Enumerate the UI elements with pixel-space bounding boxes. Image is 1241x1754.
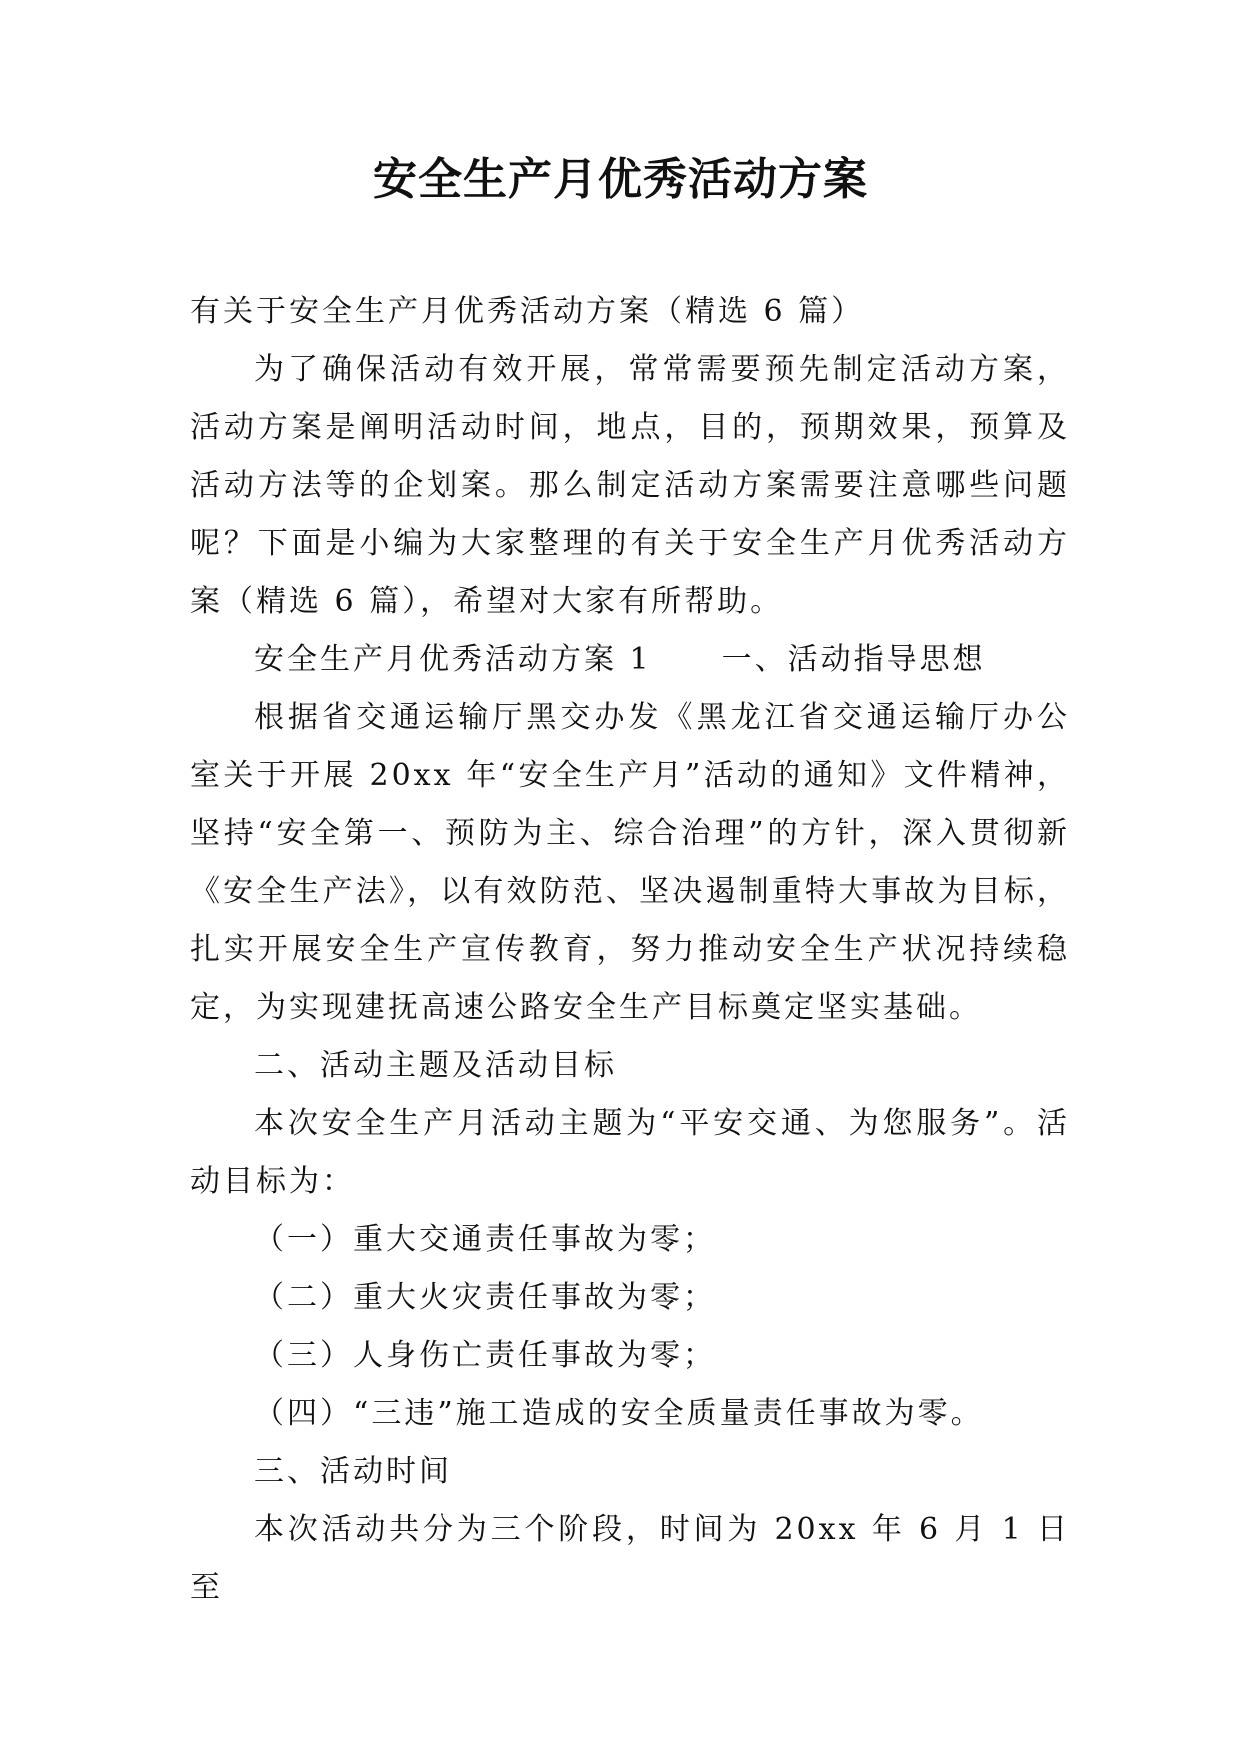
document-body bbox=[190, 283, 1070, 1617]
section1-label: 安全生产月优秀活动方案 1 bbox=[254, 642, 652, 677]
goal-item-4: （四）“三违”施工造成的安全质量责任事故为零。 bbox=[254, 1396, 984, 1431]
heading-time: 三、活动时间 bbox=[254, 1454, 452, 1489]
theme-paragraph: 本次安全生产月活动主题为“平安交通、为您服务”。活动目标为： bbox=[190, 1106, 1070, 1199]
section1-heading: 一、活动指导思想 bbox=[721, 642, 986, 677]
intro-paragraph: 为了确保活动有效开展，常常需要预先制定活动方案，活动方案是阐明活动时间，地点，目的，预期效果，预算及活动方法等的企划案。那么制定活动方案需要注意哪些问题呢？下面是小编为大家整理的有关于安全生产月优秀活动方案（精选 6 篇），希望对大家有所帮助。 bbox=[190, 352, 1070, 619]
time-paragraph: 本次活动共分为三个阶段，时间为 20xx 年 6 月 1 日至 bbox=[190, 1512, 1070, 1605]
section1-line bbox=[190, 631, 1070, 689]
subtitle-line: 有关于安全生产月优秀活动方案（精选 6 篇） bbox=[190, 294, 865, 329]
goal-item-3: （三）人身伤亡责任事故为零； bbox=[254, 1338, 716, 1373]
goal-item-1: （一）重大交通责任事故为零； bbox=[254, 1222, 716, 1257]
guiding-paragraph: 根据省交通运输厅黑交办发《黑龙江省交通运输厅办公室关于开展 20xx 年“安全生产月”活动的通知》文件精神，坚持“安全第一、预防为主、综合治理”的方针，深入贯彻新《安全生产法》，以有效防范、坚决遏制重特大事故为目标，扎实开展安全生产宣传教育，努力推动安全生产状况持续稳定，为实现建抚高速公路安全生产目标奠定坚实基础。 bbox=[190, 700, 1070, 1025]
document-title: 安全生产月优秀活动方案 bbox=[373, 154, 868, 205]
heading-theme: 二、活动主题及活动目标 bbox=[254, 1048, 617, 1083]
goal-item-2: （二）重大火灾责任事故为零； bbox=[254, 1280, 716, 1315]
